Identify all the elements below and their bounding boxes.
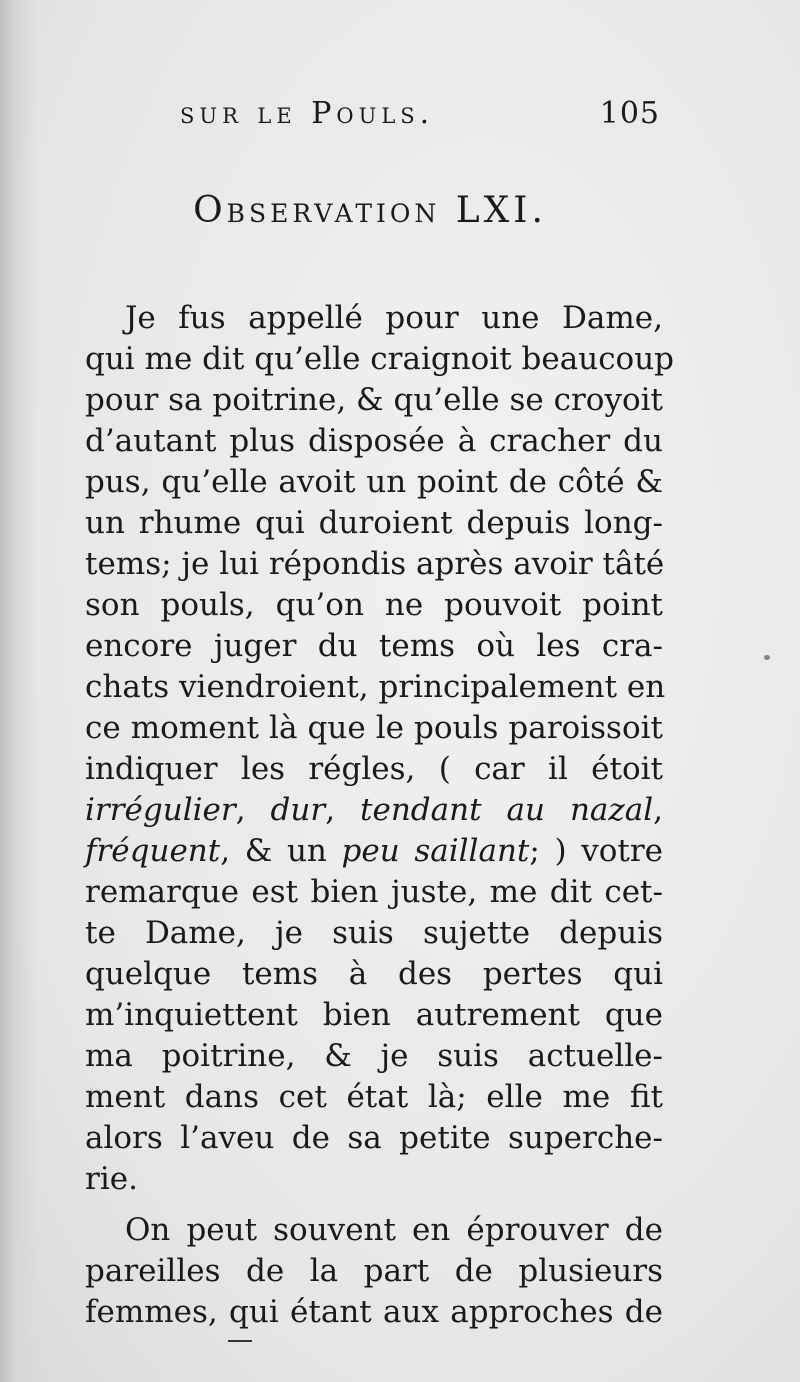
text-line: d’autant plus disposée à cracher du [85,423,663,459]
text-line: ment dans cet état là; elle me fit [85,1079,663,1115]
text-fragment: ; ) votre [529,833,663,869]
italic-term: fréquent [85,833,221,869]
page-number: 105 [599,96,660,131]
text-line: pareilles de la part de plusieurs [85,1253,663,1289]
bottom-rule [228,1340,252,1342]
ink-speck [764,655,770,660]
text-line: femmes, qui étant aux approches de [85,1294,663,1330]
text-line: Je fus appellé pour une Dame, [125,300,663,336]
italic-term: tendant au nazal [360,792,654,828]
text-line: rie. [85,1161,138,1197]
text-line: te Dame, je suis sujette depuis [85,915,663,951]
text-line: chats viendroient, principalement en [85,669,666,705]
page-header [180,96,660,136]
italic-term: peu saillant [341,833,530,869]
page-gutter-shadow [0,0,38,1382]
text-line: pus, qu’elle avoit un point de côté & [85,464,663,500]
text-line: alors l’aveu de sa petite superche- [85,1120,663,1156]
text-line: quelque tems à des pertes qui [85,956,663,992]
text-line: ce moment là que le pouls paroissoit [85,710,663,746]
paragraph-2 [85,1210,663,1333]
text-line: m’inquiettent bien autrement que [85,997,663,1033]
italic-term: dur [270,792,326,828]
text-line: tems; je lui répondis après avoir tâté [85,546,665,582]
text-fragment: , [653,792,663,828]
text-fragment: , & un [220,833,342,869]
text-line: On peut souvent en éprouver de [125,1212,663,1248]
text-line: ma poitrine, & je suis actuelle- [85,1038,663,1074]
text-line: pour sa poitrine, & qu’elle se croyoit [85,382,664,418]
text-line-italic-mixed [85,790,663,831]
running-head: sur le Pouls. [180,96,435,131]
text-line: remarque est bien juste, me dit cet- [85,874,663,910]
text-fragment: , [325,792,361,828]
observation-title: Observation LXI. [193,190,547,231]
body-text [85,298,675,1333]
text-line: son pouls, qu’on ne pouvoit point [85,587,663,623]
italic-term: irrégulier [85,792,236,828]
text-fragment: , [235,792,271,828]
paragraph-1 [85,298,675,1200]
text-line: encore juger du tems où les cra- [85,628,663,664]
text-line: un rhume qui duroient depuis long- [85,505,663,541]
text-line-italic-mixed [85,831,663,872]
text-line: indiquer les régles, ( car il étoit [85,751,663,787]
text-line: qui me dit qu’elle craignoit beaucoup [85,341,675,377]
